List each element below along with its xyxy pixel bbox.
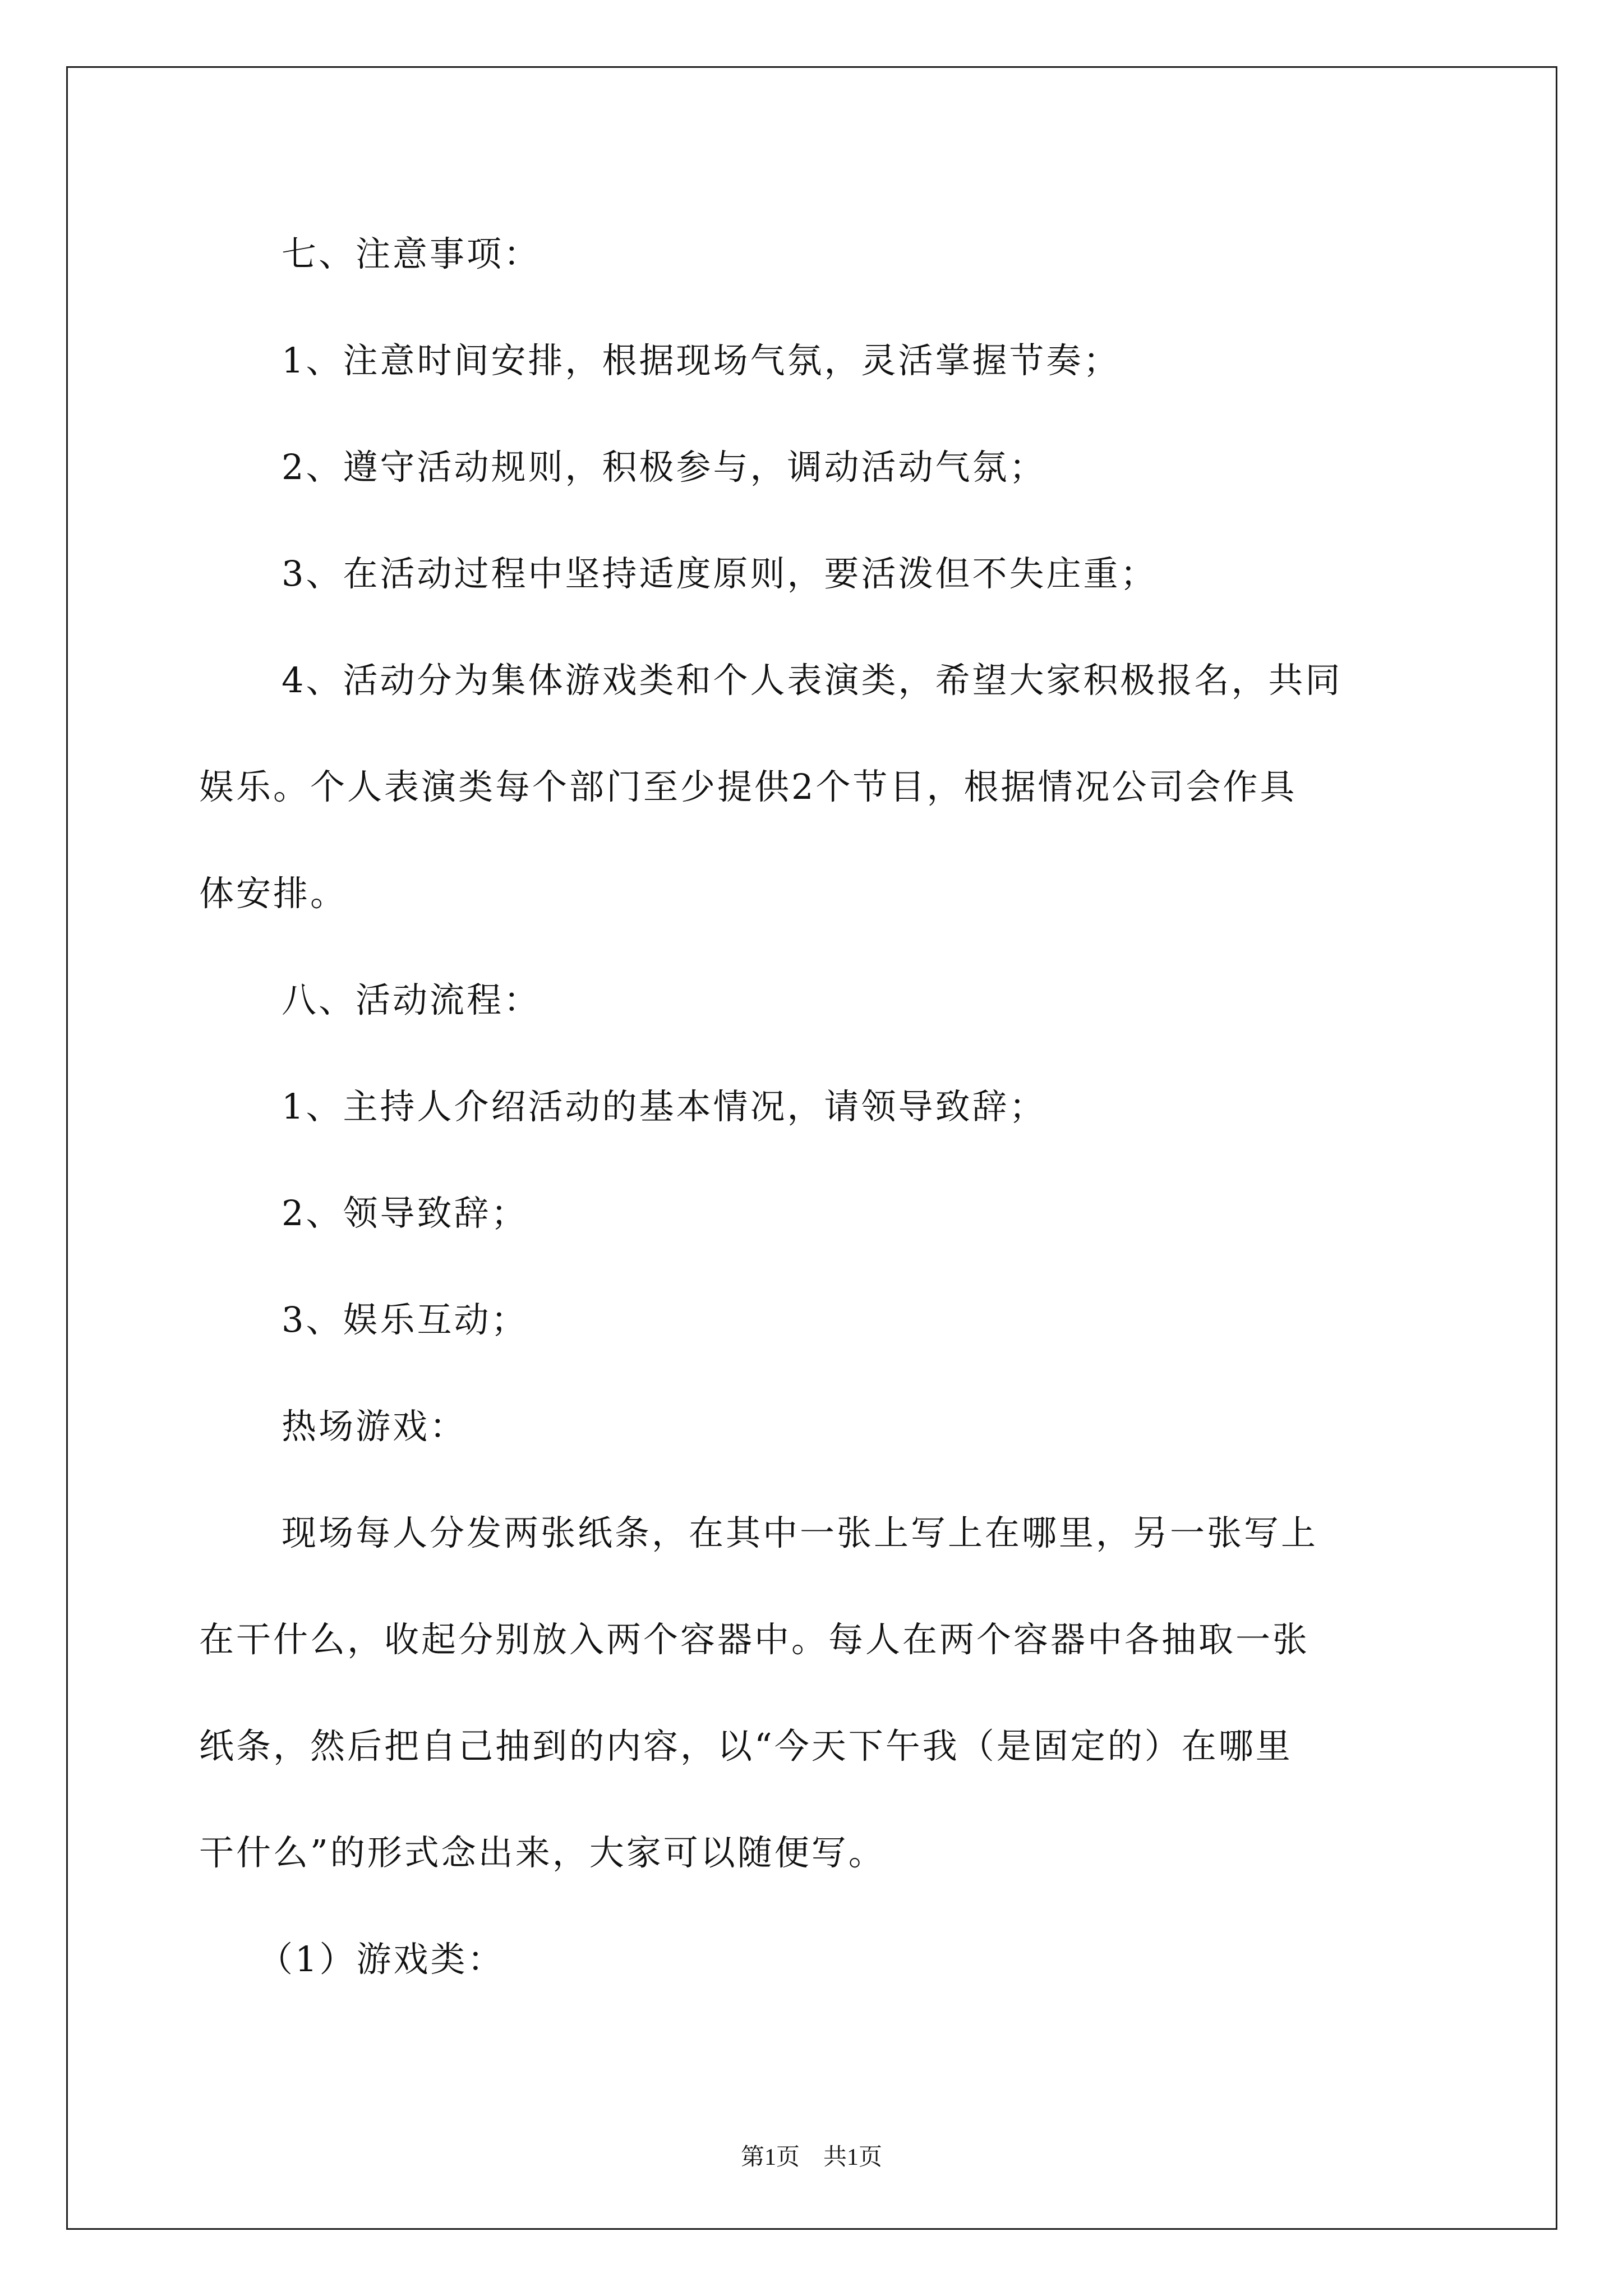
paragraph-line: 2、领导致辞； xyxy=(282,1193,528,1234)
subheading-game-category: （1）游戏类： xyxy=(258,1939,505,1980)
paragraph-line: 体安排。 xyxy=(199,873,348,914)
paragraph-line: 现场每人分发两张纸条，在其中一张上写上在哪里，另一张写上 xyxy=(282,1512,1318,1553)
page-number-footer: 第1页 共1页 xyxy=(740,2145,882,2170)
paragraph-line: 娱乐。个人表演类每个部门至少提供2个节目，根据情况公司会作具 xyxy=(199,766,1297,807)
paragraph-line: 纸条，然后把自己抽到的内容，以“今天下午我（是固定的）在哪里 xyxy=(199,1726,1293,1766)
subheading-warmup-game: 热场游戏： xyxy=(282,1406,467,1447)
page-frame xyxy=(66,66,1557,2230)
paragraph-line: 3、在活动过程中坚持适度原则，要活泼但不失庄重； xyxy=(282,553,1158,594)
paragraph-line: 在干什么，收起分别放入两个容器中。每人在两个容器中各抽取一张 xyxy=(199,1619,1310,1660)
paragraph-line: 3、娱乐互动； xyxy=(282,1299,528,1340)
paragraph-line: 1、注意时间安排，根据现场气氛，灵活掌握节奏； xyxy=(282,340,1121,381)
section-heading-process: 八、活动流程： xyxy=(282,979,541,1020)
paragraph-line: 4、活动分为集体游戏类和个人表演类，希望大家积极报名，共同 xyxy=(282,660,1343,701)
paragraph-line: 2、遵守活动规则，积极参与，调动活动气氛； xyxy=(282,447,1046,487)
section-heading-precautions: 七、注意事项： xyxy=(282,233,541,274)
paragraph-line: 1、主持人介绍活动的基本情况，请领导致辞； xyxy=(282,1086,1046,1127)
paragraph-line: 干什么”的形式念出来，大家可以随便写。 xyxy=(199,1832,886,1873)
